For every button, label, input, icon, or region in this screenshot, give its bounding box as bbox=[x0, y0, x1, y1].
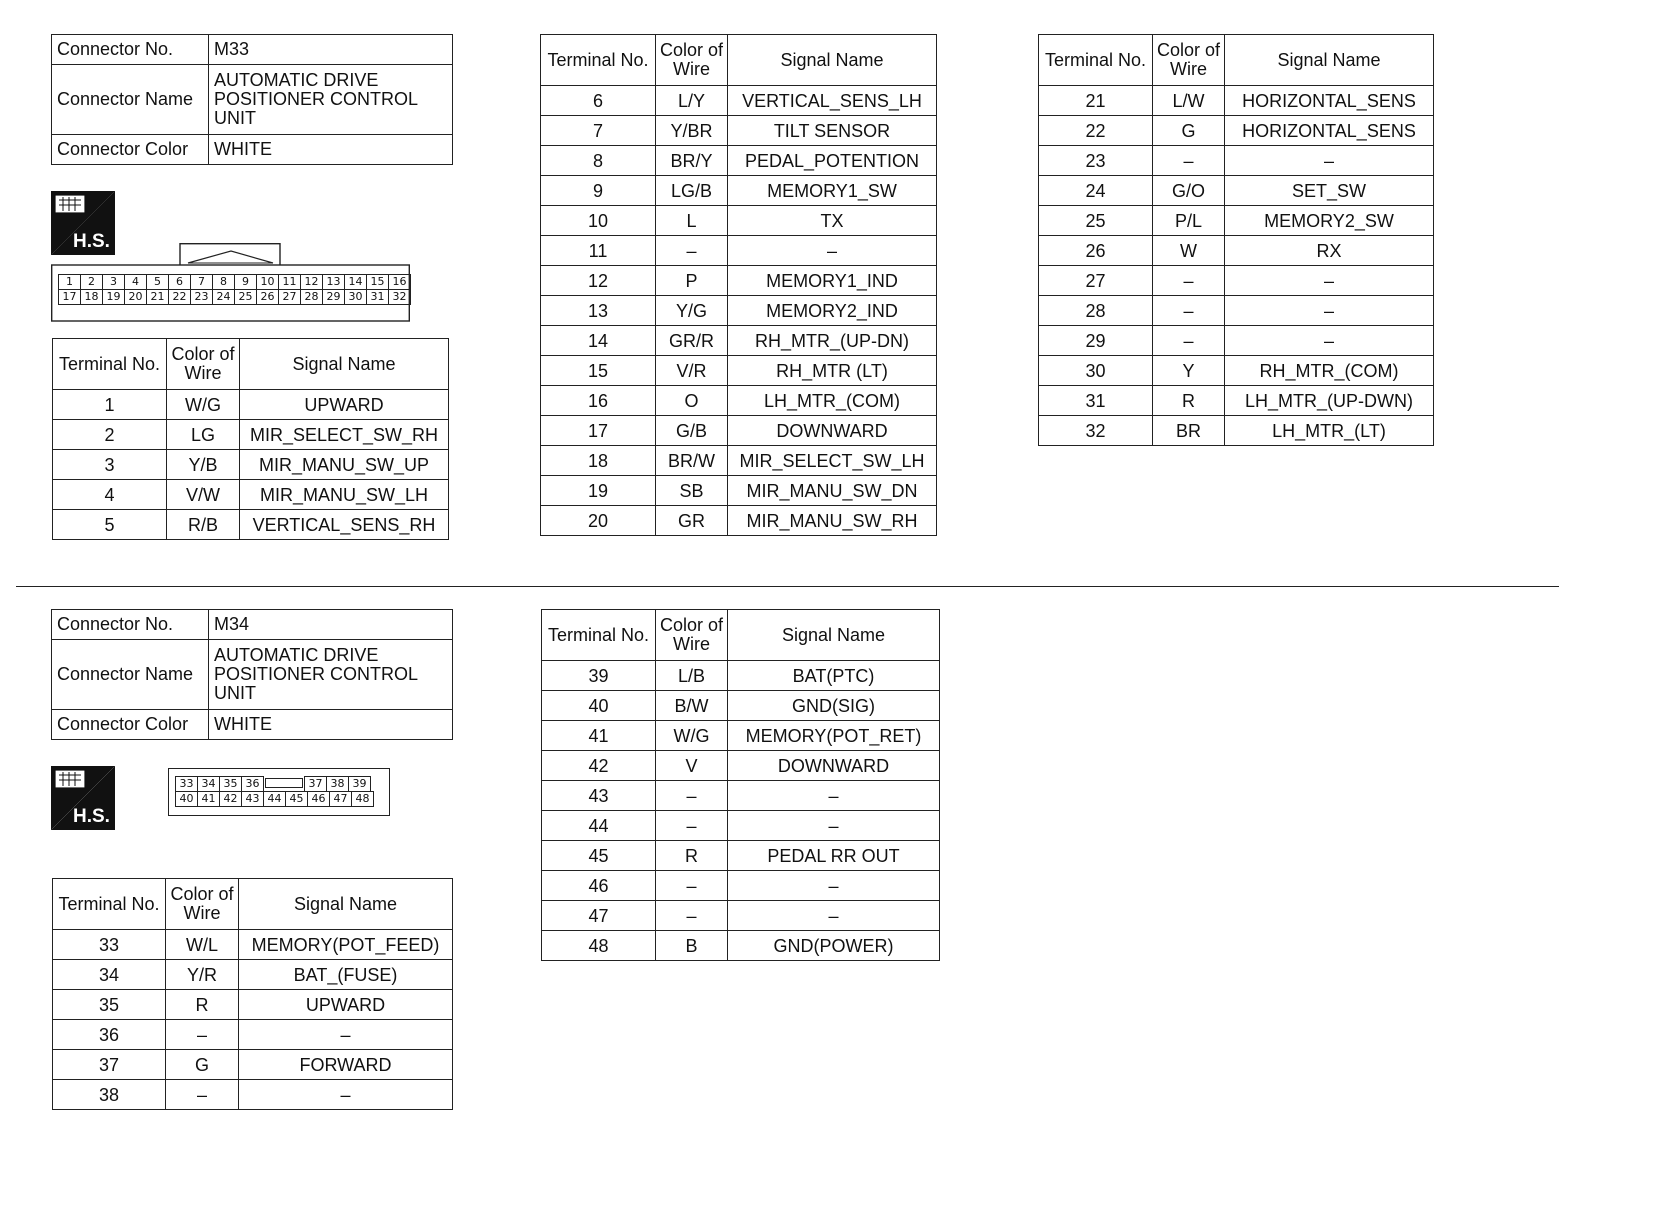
wire-color-cell: – bbox=[1153, 326, 1225, 356]
table-row bbox=[53, 1050, 453, 1080]
signal-name-cell: PEDAL RR OUT bbox=[728, 841, 940, 871]
signal-name-cell: – bbox=[728, 781, 940, 811]
table-row bbox=[542, 811, 940, 841]
signal-name-cell: PEDAL_POTENTION bbox=[728, 146, 937, 176]
pin-cell: 19 bbox=[102, 289, 125, 305]
wire-color-cell: W/L bbox=[166, 930, 239, 960]
table-row bbox=[1039, 326, 1434, 356]
terminal-no-cell: 11 bbox=[541, 236, 656, 266]
m34-connector-info bbox=[51, 609, 453, 740]
pin-cell: 30 bbox=[344, 289, 367, 305]
m33-pin-diagram bbox=[51, 243, 410, 322]
pin-cell: 11 bbox=[278, 274, 301, 290]
signal-name-cell: TILT SENSOR bbox=[728, 116, 937, 146]
wire-color-cell: – bbox=[1153, 296, 1225, 326]
terminal-no-cell: 3 bbox=[53, 450, 167, 480]
terminal-no-cell: 33 bbox=[53, 930, 166, 960]
terminal-no-cell: 34 bbox=[53, 960, 166, 990]
color-of-wire-line1: Color of bbox=[170, 884, 234, 904]
wire-color-cell: – bbox=[1153, 146, 1225, 176]
table-row bbox=[53, 420, 449, 450]
wire-color-cell: B bbox=[656, 931, 728, 961]
table-row bbox=[541, 476, 937, 506]
pin-cell: 24 bbox=[212, 289, 235, 305]
pin-row bbox=[58, 289, 410, 304]
hs-text: H.S. bbox=[73, 806, 110, 827]
signal-name-cell: MIR_SELECT_SW_LH bbox=[728, 446, 937, 476]
m34-pin-grid bbox=[175, 776, 373, 806]
wire-color-cell: – bbox=[656, 236, 728, 266]
signal-name-header: Signal Name bbox=[728, 35, 937, 86]
pin-cell: 31 bbox=[366, 289, 389, 305]
table-row bbox=[53, 1020, 453, 1050]
pin-cell: 46 bbox=[307, 791, 330, 807]
wire-color-cell: W/G bbox=[656, 721, 728, 751]
wire-color-cell: Y/BR bbox=[656, 116, 728, 146]
signal-name-cell: MIR_SELECT_SW_RH bbox=[240, 420, 449, 450]
wire-color-cell: GR/R bbox=[656, 326, 728, 356]
pin-cell: 16 bbox=[388, 274, 411, 290]
pin-cell: 43 bbox=[241, 791, 264, 807]
m33-terminal-table-1 bbox=[52, 338, 449, 540]
table-row bbox=[541, 386, 937, 416]
wire-color-cell: L bbox=[656, 206, 728, 236]
terminal-no-cell: 18 bbox=[541, 446, 656, 476]
terminal-no-cell: 9 bbox=[541, 176, 656, 206]
terminal-no-cell: 36 bbox=[53, 1020, 166, 1050]
signal-name-header: Signal Name bbox=[240, 339, 449, 390]
table-row bbox=[541, 146, 937, 176]
terminal-no-cell: 12 bbox=[541, 266, 656, 296]
table-row bbox=[1039, 386, 1434, 416]
wire-color-cell: Y/R bbox=[166, 960, 239, 990]
harness-side-badge bbox=[51, 766, 115, 830]
table-row bbox=[1039, 116, 1434, 146]
signal-name-cell: DOWNWARD bbox=[728, 751, 940, 781]
terminal-no-cell: 40 bbox=[542, 691, 656, 721]
pin-cell: 42 bbox=[219, 791, 242, 807]
terminal-no-cell: 8 bbox=[541, 146, 656, 176]
table-row bbox=[541, 416, 937, 446]
wire-color-cell: O bbox=[656, 386, 728, 416]
table-row bbox=[541, 326, 937, 356]
table-row bbox=[541, 86, 937, 116]
pin-cell: 14 bbox=[344, 274, 367, 290]
terminal-no-cell: 2 bbox=[53, 420, 167, 450]
signal-name-cell: MEMORY1_SW bbox=[728, 176, 937, 206]
table-row bbox=[541, 236, 937, 266]
section-divider bbox=[16, 586, 1559, 587]
signal-name-cell: SET_SW bbox=[1225, 176, 1434, 206]
pin-row bbox=[175, 776, 373, 791]
table-row bbox=[542, 691, 940, 721]
pin-cell: 33 bbox=[175, 776, 198, 792]
signal-name-header: Signal Name bbox=[728, 610, 940, 661]
table-row bbox=[1039, 416, 1434, 446]
connector-color-label: Connector Color bbox=[52, 710, 209, 740]
connector-no-value: M34 bbox=[209, 610, 453, 640]
pin-cell: 23 bbox=[190, 289, 213, 305]
signal-name-cell: – bbox=[239, 1020, 453, 1050]
color-of-wire-header bbox=[1153, 35, 1225, 86]
pin-cell: 39 bbox=[348, 776, 371, 792]
terminal-no-cell: 30 bbox=[1039, 356, 1153, 386]
terminal-no-cell: 7 bbox=[541, 116, 656, 146]
terminal-no-cell: 29 bbox=[1039, 326, 1153, 356]
terminal-no-cell: 19 bbox=[541, 476, 656, 506]
signal-name-cell: – bbox=[728, 871, 940, 901]
terminal-no-cell: 48 bbox=[542, 931, 656, 961]
m33-pin-grid bbox=[58, 274, 410, 304]
wire-color-cell: P bbox=[656, 266, 728, 296]
signal-name-cell: – bbox=[728, 811, 940, 841]
pin-cell: 3 bbox=[102, 274, 125, 290]
pin-cell: 12 bbox=[300, 274, 323, 290]
color-of-wire-line2: Wire bbox=[673, 59, 710, 79]
m33-terminal-table-3 bbox=[1038, 34, 1434, 446]
table-row bbox=[53, 1080, 453, 1110]
signal-name-cell: MIR_MANU_SW_RH bbox=[728, 506, 937, 536]
connector-name-label: Connector Name bbox=[52, 65, 209, 135]
table-row bbox=[1039, 266, 1434, 296]
wire-color-cell: Y/B bbox=[167, 450, 240, 480]
signal-name-cell: BAT(PTC) bbox=[728, 661, 940, 691]
terminal-no-cell: 43 bbox=[542, 781, 656, 811]
connector-no-label: Connector No. bbox=[52, 610, 209, 640]
table-row bbox=[53, 510, 449, 540]
terminal-no-cell: 24 bbox=[1039, 176, 1153, 206]
pin-cell: 32 bbox=[388, 289, 411, 305]
terminal-no-cell: 10 bbox=[541, 206, 656, 236]
table-row bbox=[542, 751, 940, 781]
pin-key-slot bbox=[263, 776, 305, 790]
table-row bbox=[1039, 206, 1434, 236]
connector-no-label: Connector No. bbox=[52, 35, 209, 65]
terminal-no-header: Terminal No. bbox=[541, 35, 656, 86]
pin-cell: 28 bbox=[300, 289, 323, 305]
signal-name-cell: RH_MTR (LT) bbox=[728, 356, 937, 386]
table-row bbox=[541, 356, 937, 386]
terminal-no-cell: 15 bbox=[541, 356, 656, 386]
terminal-no-cell: 41 bbox=[542, 721, 656, 751]
wire-color-cell: LG/B bbox=[656, 176, 728, 206]
pin-cell: 35 bbox=[219, 776, 242, 792]
terminal-no-header: Terminal No. bbox=[53, 339, 167, 390]
wire-color-cell: – bbox=[656, 781, 728, 811]
color-of-wire-line2: Wire bbox=[1170, 59, 1207, 79]
signal-name-header: Signal Name bbox=[1225, 35, 1434, 86]
table-row bbox=[541, 446, 937, 476]
pin-cell: 26 bbox=[256, 289, 279, 305]
table-row bbox=[1039, 176, 1434, 206]
table-row bbox=[542, 901, 940, 931]
wire-color-cell: R bbox=[656, 841, 728, 871]
signal-name-cell: VERTICAL_SENS_LH bbox=[728, 86, 937, 116]
pin-cell: 18 bbox=[80, 289, 103, 305]
terminal-no-cell: 17 bbox=[541, 416, 656, 446]
color-of-wire-line2: Wire bbox=[184, 363, 222, 383]
signal-name-cell: LH_MTR_(COM) bbox=[728, 386, 937, 416]
hs-text: H.S. bbox=[73, 231, 110, 252]
terminal-no-cell: 35 bbox=[53, 990, 166, 1020]
m34-pin-diagram bbox=[168, 768, 390, 816]
color-of-wire-line2: Wire bbox=[673, 634, 710, 654]
signal-name-cell: LH_MTR_(UP-DWN) bbox=[1225, 386, 1434, 416]
terminal-no-cell: 45 bbox=[542, 841, 656, 871]
table-row bbox=[542, 841, 940, 871]
wire-color-cell: G/O bbox=[1153, 176, 1225, 206]
terminal-no-cell: 26 bbox=[1039, 236, 1153, 266]
m34-terminal-table-2 bbox=[541, 609, 940, 961]
terminal-no-header: Terminal No. bbox=[53, 879, 166, 930]
signal-name-cell: – bbox=[1225, 146, 1434, 176]
pin-cell: 29 bbox=[322, 289, 345, 305]
color-of-wire-line1: Color of bbox=[659, 40, 724, 60]
pin-cell: 36 bbox=[241, 776, 264, 792]
wire-color-cell: L/W bbox=[1153, 86, 1225, 116]
wire-color-cell: Y/G bbox=[656, 296, 728, 326]
color-of-wire-header bbox=[656, 610, 728, 661]
terminal-no-cell: 37 bbox=[53, 1050, 166, 1080]
connector-name-label: Connector Name bbox=[52, 640, 209, 710]
pin-cell: 2 bbox=[80, 274, 103, 290]
signal-name-cell: BAT_(FUSE) bbox=[239, 960, 453, 990]
color-of-wire-header bbox=[167, 339, 240, 390]
terminal-no-cell: 42 bbox=[542, 751, 656, 781]
wire-color-cell: V/R bbox=[656, 356, 728, 386]
terminal-no-cell: 46 bbox=[542, 871, 656, 901]
table-row bbox=[542, 781, 940, 811]
table-row bbox=[1039, 146, 1434, 176]
wire-color-cell: – bbox=[656, 871, 728, 901]
wire-color-cell: W/G bbox=[167, 390, 240, 420]
wire-color-cell: BR/Y bbox=[656, 146, 728, 176]
table-row bbox=[541, 506, 937, 536]
wire-color-cell: R bbox=[166, 990, 239, 1020]
color-of-wire-header bbox=[656, 35, 728, 86]
signal-name-cell: RH_MTR_(COM) bbox=[1225, 356, 1434, 386]
pin-cell: 1 bbox=[58, 274, 81, 290]
table-row bbox=[53, 450, 449, 480]
wire-color-cell: L/B bbox=[656, 661, 728, 691]
pin-cell: 22 bbox=[168, 289, 191, 305]
table-row bbox=[53, 390, 449, 420]
color-of-wire-line1: Color of bbox=[659, 615, 724, 635]
terminal-no-cell: 31 bbox=[1039, 386, 1153, 416]
wire-color-cell: BR/W bbox=[656, 446, 728, 476]
signal-name-cell: – bbox=[1225, 266, 1434, 296]
signal-name-cell: FORWARD bbox=[239, 1050, 453, 1080]
table-row bbox=[541, 176, 937, 206]
terminal-no-cell: 1 bbox=[53, 390, 167, 420]
wire-color-cell: G/B bbox=[656, 416, 728, 446]
signal-name-cell: MEMORY(POT_FEED) bbox=[239, 930, 453, 960]
wire-color-cell: – bbox=[656, 811, 728, 841]
signal-name-cell: HORIZONTAL_SENS bbox=[1225, 86, 1434, 116]
wire-color-cell: BR bbox=[1153, 416, 1225, 446]
signal-name-cell: HORIZONTAL_SENS bbox=[1225, 116, 1434, 146]
table-row bbox=[1039, 236, 1434, 266]
terminal-no-cell: 32 bbox=[1039, 416, 1153, 446]
pin-cell: 47 bbox=[329, 791, 352, 807]
signal-name-cell: RX bbox=[1225, 236, 1434, 266]
table-row bbox=[1039, 86, 1434, 116]
pin-cell: 8 bbox=[212, 274, 235, 290]
wire-color-cell: SB bbox=[656, 476, 728, 506]
wire-color-cell: Y bbox=[1153, 356, 1225, 386]
signal-name-cell: LH_MTR_(LT) bbox=[1225, 416, 1434, 446]
signal-name-cell: TX bbox=[728, 206, 937, 236]
pin-cell: 15 bbox=[366, 274, 389, 290]
signal-name-cell: GND(POWER) bbox=[728, 931, 940, 961]
table-row bbox=[541, 266, 937, 296]
signal-name-cell: MIR_MANU_SW_DN bbox=[728, 476, 937, 506]
pin-cell: 34 bbox=[197, 776, 220, 792]
pin-cell: 20 bbox=[124, 289, 147, 305]
pin-cell: 27 bbox=[278, 289, 301, 305]
pin-cell: 44 bbox=[263, 791, 286, 807]
terminal-no-header: Terminal No. bbox=[1039, 35, 1153, 86]
signal-name-cell: – bbox=[728, 901, 940, 931]
table-row bbox=[53, 960, 453, 990]
table-row bbox=[542, 871, 940, 901]
wire-color-cell: – bbox=[1153, 266, 1225, 296]
terminal-no-cell: 28 bbox=[1039, 296, 1153, 326]
table-row bbox=[53, 930, 453, 960]
pin-cell: 38 bbox=[326, 776, 349, 792]
pin-cell: 37 bbox=[304, 776, 327, 792]
terminal-no-cell: 47 bbox=[542, 901, 656, 931]
pin-cell: 48 bbox=[351, 791, 374, 807]
signal-name-cell: DOWNWARD bbox=[728, 416, 937, 446]
terminal-no-cell: 5 bbox=[53, 510, 167, 540]
connector-name-value: AUTOMATIC DRIVE POSITIONER CONTROL UNIT bbox=[209, 65, 453, 135]
table-row bbox=[542, 661, 940, 691]
pin-cell: 41 bbox=[197, 791, 220, 807]
wire-color-cell: R bbox=[1153, 386, 1225, 416]
signal-name-cell: MEMORY1_IND bbox=[728, 266, 937, 296]
pin-row bbox=[175, 791, 373, 806]
wire-color-cell: GR bbox=[656, 506, 728, 536]
pin-cell: 13 bbox=[322, 274, 345, 290]
wire-color-cell: – bbox=[166, 1080, 239, 1110]
signal-name-cell: MEMORY2_SW bbox=[1225, 206, 1434, 236]
signal-name-cell: MEMORY(POT_RET) bbox=[728, 721, 940, 751]
m33-terminal-table-2 bbox=[540, 34, 937, 536]
signal-name-cell: GND(SIG) bbox=[728, 691, 940, 721]
wire-color-cell: W bbox=[1153, 236, 1225, 266]
terminal-no-cell: 16 bbox=[541, 386, 656, 416]
terminal-no-header: Terminal No. bbox=[542, 610, 656, 661]
pin-cell: 25 bbox=[234, 289, 257, 305]
table-row bbox=[1039, 356, 1434, 386]
signal-name-cell: – bbox=[1225, 296, 1434, 326]
connector-color-label: Connector Color bbox=[52, 135, 209, 165]
connector-no-value: M33 bbox=[209, 35, 453, 65]
table-row bbox=[542, 721, 940, 751]
terminal-no-cell: 23 bbox=[1039, 146, 1153, 176]
pin-cell: 9 bbox=[234, 274, 257, 290]
pin-cell: 40 bbox=[175, 791, 198, 807]
terminal-no-cell: 4 bbox=[53, 480, 167, 510]
pin-cell: 7 bbox=[190, 274, 213, 290]
table-row bbox=[53, 480, 449, 510]
signal-name-header: Signal Name bbox=[239, 879, 453, 930]
terminal-no-cell: 6 bbox=[541, 86, 656, 116]
signal-name-cell: MIR_MANU_SW_LH bbox=[240, 480, 449, 510]
terminal-no-cell: 22 bbox=[1039, 116, 1153, 146]
pin-row bbox=[58, 274, 410, 289]
table-row bbox=[53, 990, 453, 1020]
connector-color-value: WHITE bbox=[209, 135, 453, 165]
table-row bbox=[541, 116, 937, 146]
terminal-no-cell: 27 bbox=[1039, 266, 1153, 296]
signal-name-cell: VERTICAL_SENS_RH bbox=[240, 510, 449, 540]
wire-color-cell: V/W bbox=[167, 480, 240, 510]
terminal-no-cell: 39 bbox=[542, 661, 656, 691]
table-row bbox=[541, 296, 937, 326]
table-row bbox=[542, 931, 940, 961]
table-row bbox=[1039, 296, 1434, 326]
wire-color-cell: R/B bbox=[167, 510, 240, 540]
wire-color-cell: B/W bbox=[656, 691, 728, 721]
table-row bbox=[541, 206, 937, 236]
pin-cell: 10 bbox=[256, 274, 279, 290]
m33-connector-info bbox=[51, 34, 453, 165]
terminal-no-cell: 21 bbox=[1039, 86, 1153, 116]
wire-color-cell: G bbox=[1153, 116, 1225, 146]
terminal-no-cell: 25 bbox=[1039, 206, 1153, 236]
pin-cell: 6 bbox=[168, 274, 191, 290]
wire-color-cell: – bbox=[166, 1020, 239, 1050]
signal-name-cell: MIR_MANU_SW_UP bbox=[240, 450, 449, 480]
wire-color-cell: G bbox=[166, 1050, 239, 1080]
pin-cell: 5 bbox=[146, 274, 169, 290]
terminal-no-cell: 13 bbox=[541, 296, 656, 326]
color-of-wire-line2: Wire bbox=[183, 903, 221, 923]
m34-terminal-table-1 bbox=[52, 878, 453, 1110]
terminal-no-cell: 44 bbox=[542, 811, 656, 841]
pin-cell: 45 bbox=[285, 791, 308, 807]
signal-name-cell: – bbox=[239, 1080, 453, 1110]
terminal-no-cell: 20 bbox=[541, 506, 656, 536]
signal-name-cell: – bbox=[728, 236, 937, 266]
signal-name-cell: RH_MTR_(UP-DN) bbox=[728, 326, 937, 356]
connector-color-value: WHITE bbox=[209, 710, 453, 740]
terminal-no-cell: 14 bbox=[541, 326, 656, 356]
wire-color-cell: – bbox=[656, 901, 728, 931]
connector-name-value: AUTOMATIC DRIVE POSITIONER CONTROL UNIT bbox=[209, 640, 453, 710]
signal-name-cell: UPWARD bbox=[240, 390, 449, 420]
color-of-wire-line1: Color of bbox=[171, 344, 235, 364]
pin-cell: 17 bbox=[58, 289, 81, 305]
wire-color-cell: P/L bbox=[1153, 206, 1225, 236]
terminal-no-cell: 38 bbox=[53, 1080, 166, 1110]
wire-color-cell: LG bbox=[167, 420, 240, 450]
pin-cell: 21 bbox=[146, 289, 169, 305]
pin-cell: 4 bbox=[124, 274, 147, 290]
signal-name-cell: MEMORY2_IND bbox=[728, 296, 937, 326]
signal-name-cell: – bbox=[1225, 326, 1434, 356]
color-of-wire-line1: Color of bbox=[1156, 40, 1221, 60]
color-of-wire-header bbox=[166, 879, 239, 930]
wire-color-cell: V bbox=[656, 751, 728, 781]
signal-name-cell: UPWARD bbox=[239, 990, 453, 1020]
wire-color-cell: L/Y bbox=[656, 86, 728, 116]
